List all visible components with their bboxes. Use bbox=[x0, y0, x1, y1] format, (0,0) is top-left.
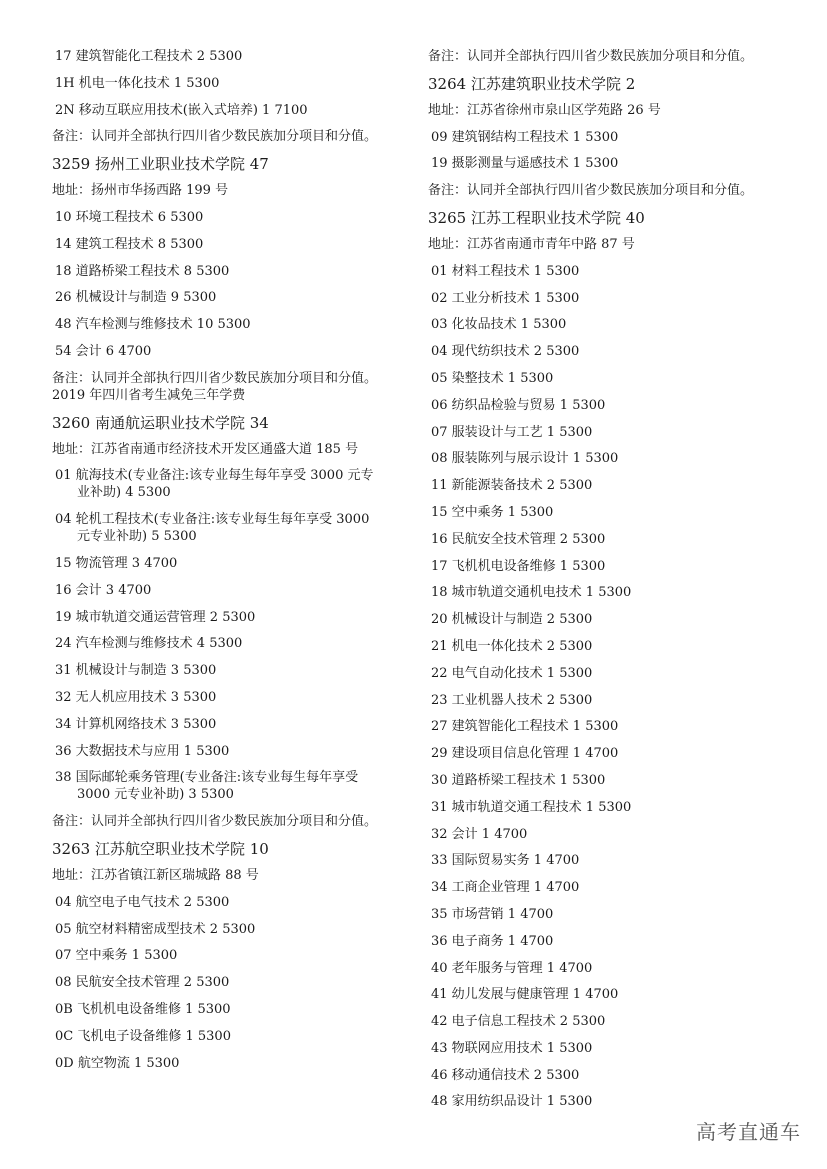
school-heading: 3263 江苏航空职业技术学院 10 bbox=[52, 839, 269, 858]
school-address: 地址：江苏省南通市青年中路 87 号 bbox=[428, 236, 635, 252]
program-item bbox=[52, 467, 422, 501]
program-item: 36 大数据技术与应用 1 5300 bbox=[55, 743, 230, 759]
program-item: 32 会计 1 4700 bbox=[431, 826, 528, 842]
left-column bbox=[52, 48, 422, 1081]
program-item: 01 材料工程技术 1 5300 bbox=[431, 263, 580, 279]
program-item: 05 航空材料精密成型技术 2 5300 bbox=[55, 921, 256, 937]
program-item: 20 机械设计与制造 2 5300 bbox=[431, 612, 593, 628]
program-item: 22 电气自动化技术 1 5300 bbox=[431, 665, 593, 681]
school-heading: 3264 江苏建筑职业技术学院 2 bbox=[428, 74, 636, 93]
program-item: 17 飞机机电设备维修 1 5300 bbox=[431, 558, 606, 574]
program-item: 0D 航空物流 1 5300 bbox=[55, 1055, 180, 1071]
program-item: 04 现代纺织技术 2 5300 bbox=[431, 344, 580, 360]
program-item-continuation: 元专业补助) 5 5300 bbox=[77, 529, 197, 545]
remark-note: 备注：认同并全部执行四川省少数民族加分项目和分值。 bbox=[52, 129, 378, 145]
program-item: 06 纺织品检验与贸易 1 5300 bbox=[431, 397, 606, 413]
remark-line: 2019 年四川省考生减免三年学费 bbox=[52, 387, 246, 403]
program-item: 09 建筑钢结构工程技术 1 5300 bbox=[431, 129, 619, 145]
right-column bbox=[428, 48, 800, 1120]
program-item: 1H 机电一体化技术 1 5300 bbox=[55, 75, 220, 91]
school-heading: 3259 扬州工业职业技术学院 47 bbox=[52, 155, 269, 174]
program-item: 15 空中乘务 1 5300 bbox=[431, 504, 554, 520]
program-item: 16 民航安全技术管理 2 5300 bbox=[431, 531, 606, 547]
program-item: 18 城市轨道交通机电技术 1 5300 bbox=[431, 585, 632, 601]
program-item: 30 道路桥梁工程技术 1 5300 bbox=[431, 772, 606, 788]
program-item: 34 计算机网络技术 3 5300 bbox=[55, 716, 217, 732]
watermark-text: 高考直通车 bbox=[696, 1120, 801, 1144]
school-address: 地址：江苏省徐州市泉山区学苑路 26 号 bbox=[428, 102, 661, 118]
program-item-line: 04 轮机工程技术(专业备注:该专业每生每年享受 3000 bbox=[55, 512, 370, 528]
program-item: 33 国际贸易实务 1 4700 bbox=[431, 853, 580, 869]
school-address: 地址：江苏省南通市经济技术开发区通盛大道 185 号 bbox=[52, 441, 359, 457]
program-item: 31 城市轨道交通工程技术 1 5300 bbox=[431, 799, 632, 815]
program-item: 07 空中乘务 1 5300 bbox=[55, 948, 178, 964]
remark-note: 备注：认同并全部执行四川省少数民族加分项目和分值。 bbox=[428, 49, 754, 64]
program-item: 02 工业分析技术 1 5300 bbox=[431, 290, 580, 306]
program-item: 21 机电一体化技术 2 5300 bbox=[431, 638, 593, 654]
program-item: 10 环境工程技术 6 5300 bbox=[55, 209, 204, 225]
program-item: 41 幼儿发展与健康管理 1 4700 bbox=[431, 987, 619, 1003]
program-item: 27 建筑智能化工程技术 1 5300 bbox=[431, 719, 619, 735]
school-address: 地址：扬州市华扬西路 199 号 bbox=[52, 183, 229, 199]
program-item: 04 航空电子电气技术 2 5300 bbox=[55, 894, 230, 910]
program-item: 14 建筑工程技术 8 5300 bbox=[55, 236, 204, 252]
program-item: 19 城市轨道交通运营管理 2 5300 bbox=[55, 609, 256, 625]
program-item-continuation: 业补助) 4 5300 bbox=[77, 485, 171, 501]
program-item: 48 汽车检测与维修技术 10 5300 bbox=[55, 317, 251, 333]
program-item: 0B 飞机机电设备维修 1 5300 bbox=[55, 1001, 231, 1017]
program-item: 08 民航安全技术管理 2 5300 bbox=[55, 975, 230, 991]
school-heading: 3265 江苏工程职业技术学院 40 bbox=[428, 208, 645, 227]
program-item: 48 家用纺织品设计 1 5300 bbox=[431, 1094, 593, 1110]
program-item: 34 工商企业管理 1 4700 bbox=[431, 880, 580, 896]
remark-note: 备注：认同并全部执行四川省少数民族加分项目和分值。 bbox=[428, 183, 754, 199]
program-item: 16 会计 3 4700 bbox=[55, 582, 152, 598]
remark-line: 备注：认同并全部执行四川省少数民族加分项目和分值。 bbox=[52, 370, 378, 386]
program-item-continuation: 3000 元专业补助) 3 5300 bbox=[77, 787, 234, 803]
school-heading: 3260 南通航运职业技术学院 34 bbox=[52, 413, 269, 432]
program-item: 42 电子信息工程技术 2 5300 bbox=[431, 1014, 606, 1030]
program-item: 0C 飞机电子设备维修 1 5300 bbox=[55, 1028, 231, 1044]
program-item: 15 物流管理 3 4700 bbox=[55, 555, 178, 571]
program-item: 19 摄影测量与遥感技术 1 5300 bbox=[431, 156, 619, 172]
program-item: 05 染整技术 1 5300 bbox=[431, 370, 554, 386]
program-item: 32 无人机应用技术 3 5300 bbox=[55, 689, 217, 705]
program-item: 23 工业机器人技术 2 5300 bbox=[431, 692, 593, 708]
program-item: 31 机械设计与制造 3 5300 bbox=[55, 663, 217, 679]
program-item: 35 市场营销 1 4700 bbox=[431, 906, 554, 922]
program-item: 24 汽车检测与维修技术 4 5300 bbox=[55, 636, 243, 652]
program-item-line: 38 国际邮轮乘务管理(专业备注:该专业每生每年享受 bbox=[55, 770, 359, 786]
program-item bbox=[52, 511, 422, 545]
program-item: 26 机械设计与制造 9 5300 bbox=[55, 290, 217, 306]
program-item: 07 服装设计与工艺 1 5300 bbox=[431, 424, 593, 440]
program-item: 46 移动通信技术 2 5300 bbox=[431, 1067, 580, 1083]
program-item: 03 化妆品技术 1 5300 bbox=[431, 317, 567, 333]
program-item: 29 建设项目信息化管理 1 4700 bbox=[431, 746, 619, 762]
remark-note: 备注：认同并全部执行四川省少数民族加分项目和分值。 bbox=[52, 814, 378, 830]
program-item: 54 会计 6 4700 bbox=[55, 343, 152, 359]
remark-note bbox=[52, 370, 422, 404]
program-item: 40 老年服务与管理 1 4700 bbox=[431, 960, 593, 976]
school-address: 地址：江苏省镇江新区瑞城路 88 号 bbox=[52, 867, 259, 883]
program-item: 2N 移动互联应用技术(嵌入式培养) 1 7100 bbox=[55, 102, 308, 118]
program-item: 08 服装陈列与展示设计 1 5300 bbox=[431, 451, 619, 467]
program-item: 43 物联网应用技术 1 5300 bbox=[431, 1040, 593, 1056]
program-item: 36 电子商务 1 4700 bbox=[431, 933, 554, 949]
program-item: 11 新能源装备技术 2 5300 bbox=[431, 478, 593, 494]
program-item-line: 01 航海技术(专业备注:该专业每生每年享受 3000 元专 bbox=[55, 468, 374, 484]
program-item bbox=[52, 769, 422, 803]
program-item: 18 道路桥梁工程技术 8 5300 bbox=[55, 263, 230, 279]
program-item: 17 建筑智能化工程技术 2 5300 bbox=[55, 49, 243, 64]
